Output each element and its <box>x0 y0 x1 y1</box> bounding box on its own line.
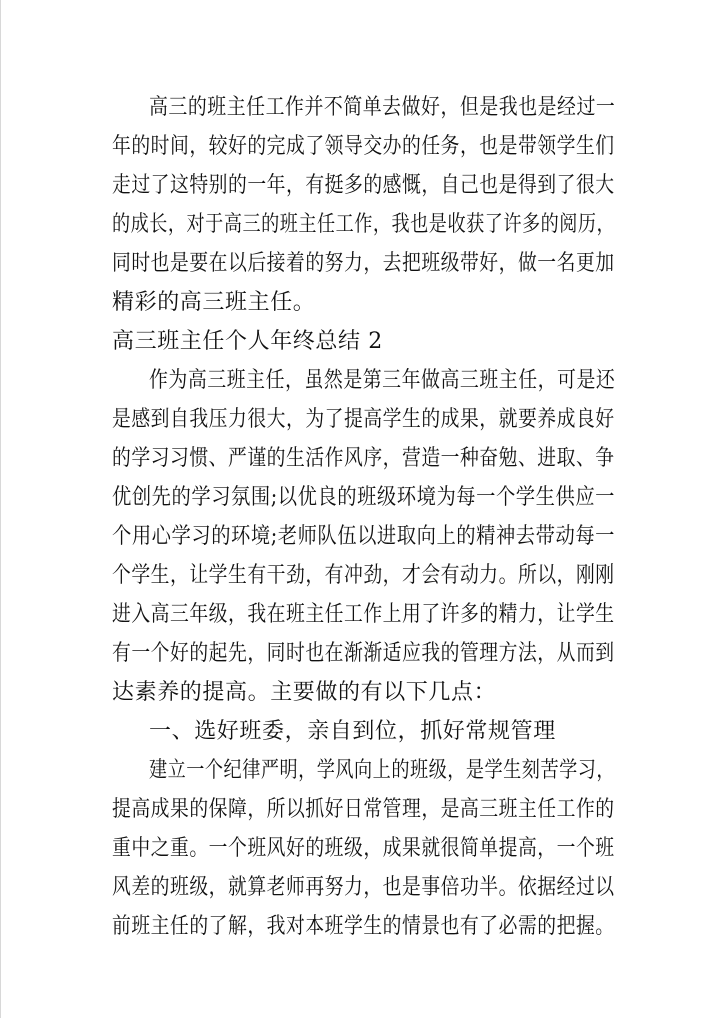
paragraph-3-line-2: 提高成果的保障，所以抓好日常管理，是高三班主任工作的 <box>112 797 615 822</box>
paragraph-2-line-6: 个学生，让学生有干劲，有冲劲，才会有动力。所以，刚刚 <box>112 563 615 588</box>
paragraph-3-line-4: 风差的班级，就算老师再努力，也是事倍功半。依据经过以 <box>112 875 615 900</box>
paragraph-1-line-5: 同时也是要在以后接着的努力，去把班级带好，做一名更加 <box>112 251 615 276</box>
paragraph-1-line-1: 高三的班主任工作并不简单去做好，但是我也是经过一 <box>149 95 616 120</box>
paragraph-1-line-6: 精彩的高三班主任。 <box>112 290 316 315</box>
paragraph-2-line-8: 有一个好的起先，同时也在渐渐适应我的管理方法，从而到 <box>112 641 615 666</box>
section-heading: 高三班主任个人年终总结 2 <box>112 329 383 354</box>
paragraph-3-line-5: 前班主任的了解，我对本班学生的情景也有了必需的把握。 <box>112 914 615 939</box>
paragraph-2-line-7: 进入高三年级，我在班主任工作上用了许多的精力，让学生 <box>112 602 615 627</box>
paragraph-1-line-2: 年的时间，较好的完成了领导交办的任务，也是带领学生们 <box>112 134 615 159</box>
paragraph-1-line-4: 的成长，对于高三的班主任工作，我也是收获了许多的阅历， <box>112 212 616 237</box>
section-1-title: 一、选好班委，亲自到位，抓好常规管理 <box>149 719 556 744</box>
paragraph-3-line-1: 建立一个纪律严明，学风向上的班级，是学生刻苦学习， <box>149 758 616 783</box>
paragraph-3-line-3: 重中之重。一个班风好的班级，成果就很简单提高，一个班 <box>112 836 615 861</box>
paragraph-2-line-2: 是感到自我压力很大，为了提高学生的成果，就要养成良好 <box>112 407 615 432</box>
paragraph-2-line-9: 达素养的提高。主要做的有以下几点： <box>112 680 497 705</box>
paragraph-1-line-3: 走过了这特别的一年，有挺多的感慨，自己也是得到了很大 <box>112 173 615 198</box>
paragraph-2-line-1: 作为高三班主任，虽然是第三年做高三班主任，可是还 <box>149 368 616 393</box>
paragraph-2-line-4: 优创先的学习氛围;以优良的班级环境为每一个学生供应一 <box>112 485 615 510</box>
paragraph-2-line-3: 的学习习惯、严谨的生活作风序，营造一种奋勉、进取、争 <box>112 446 615 471</box>
paragraph-2-line-5: 个用心学习的环境;老师队伍以进取向上的精神去带动每一 <box>112 524 615 549</box>
